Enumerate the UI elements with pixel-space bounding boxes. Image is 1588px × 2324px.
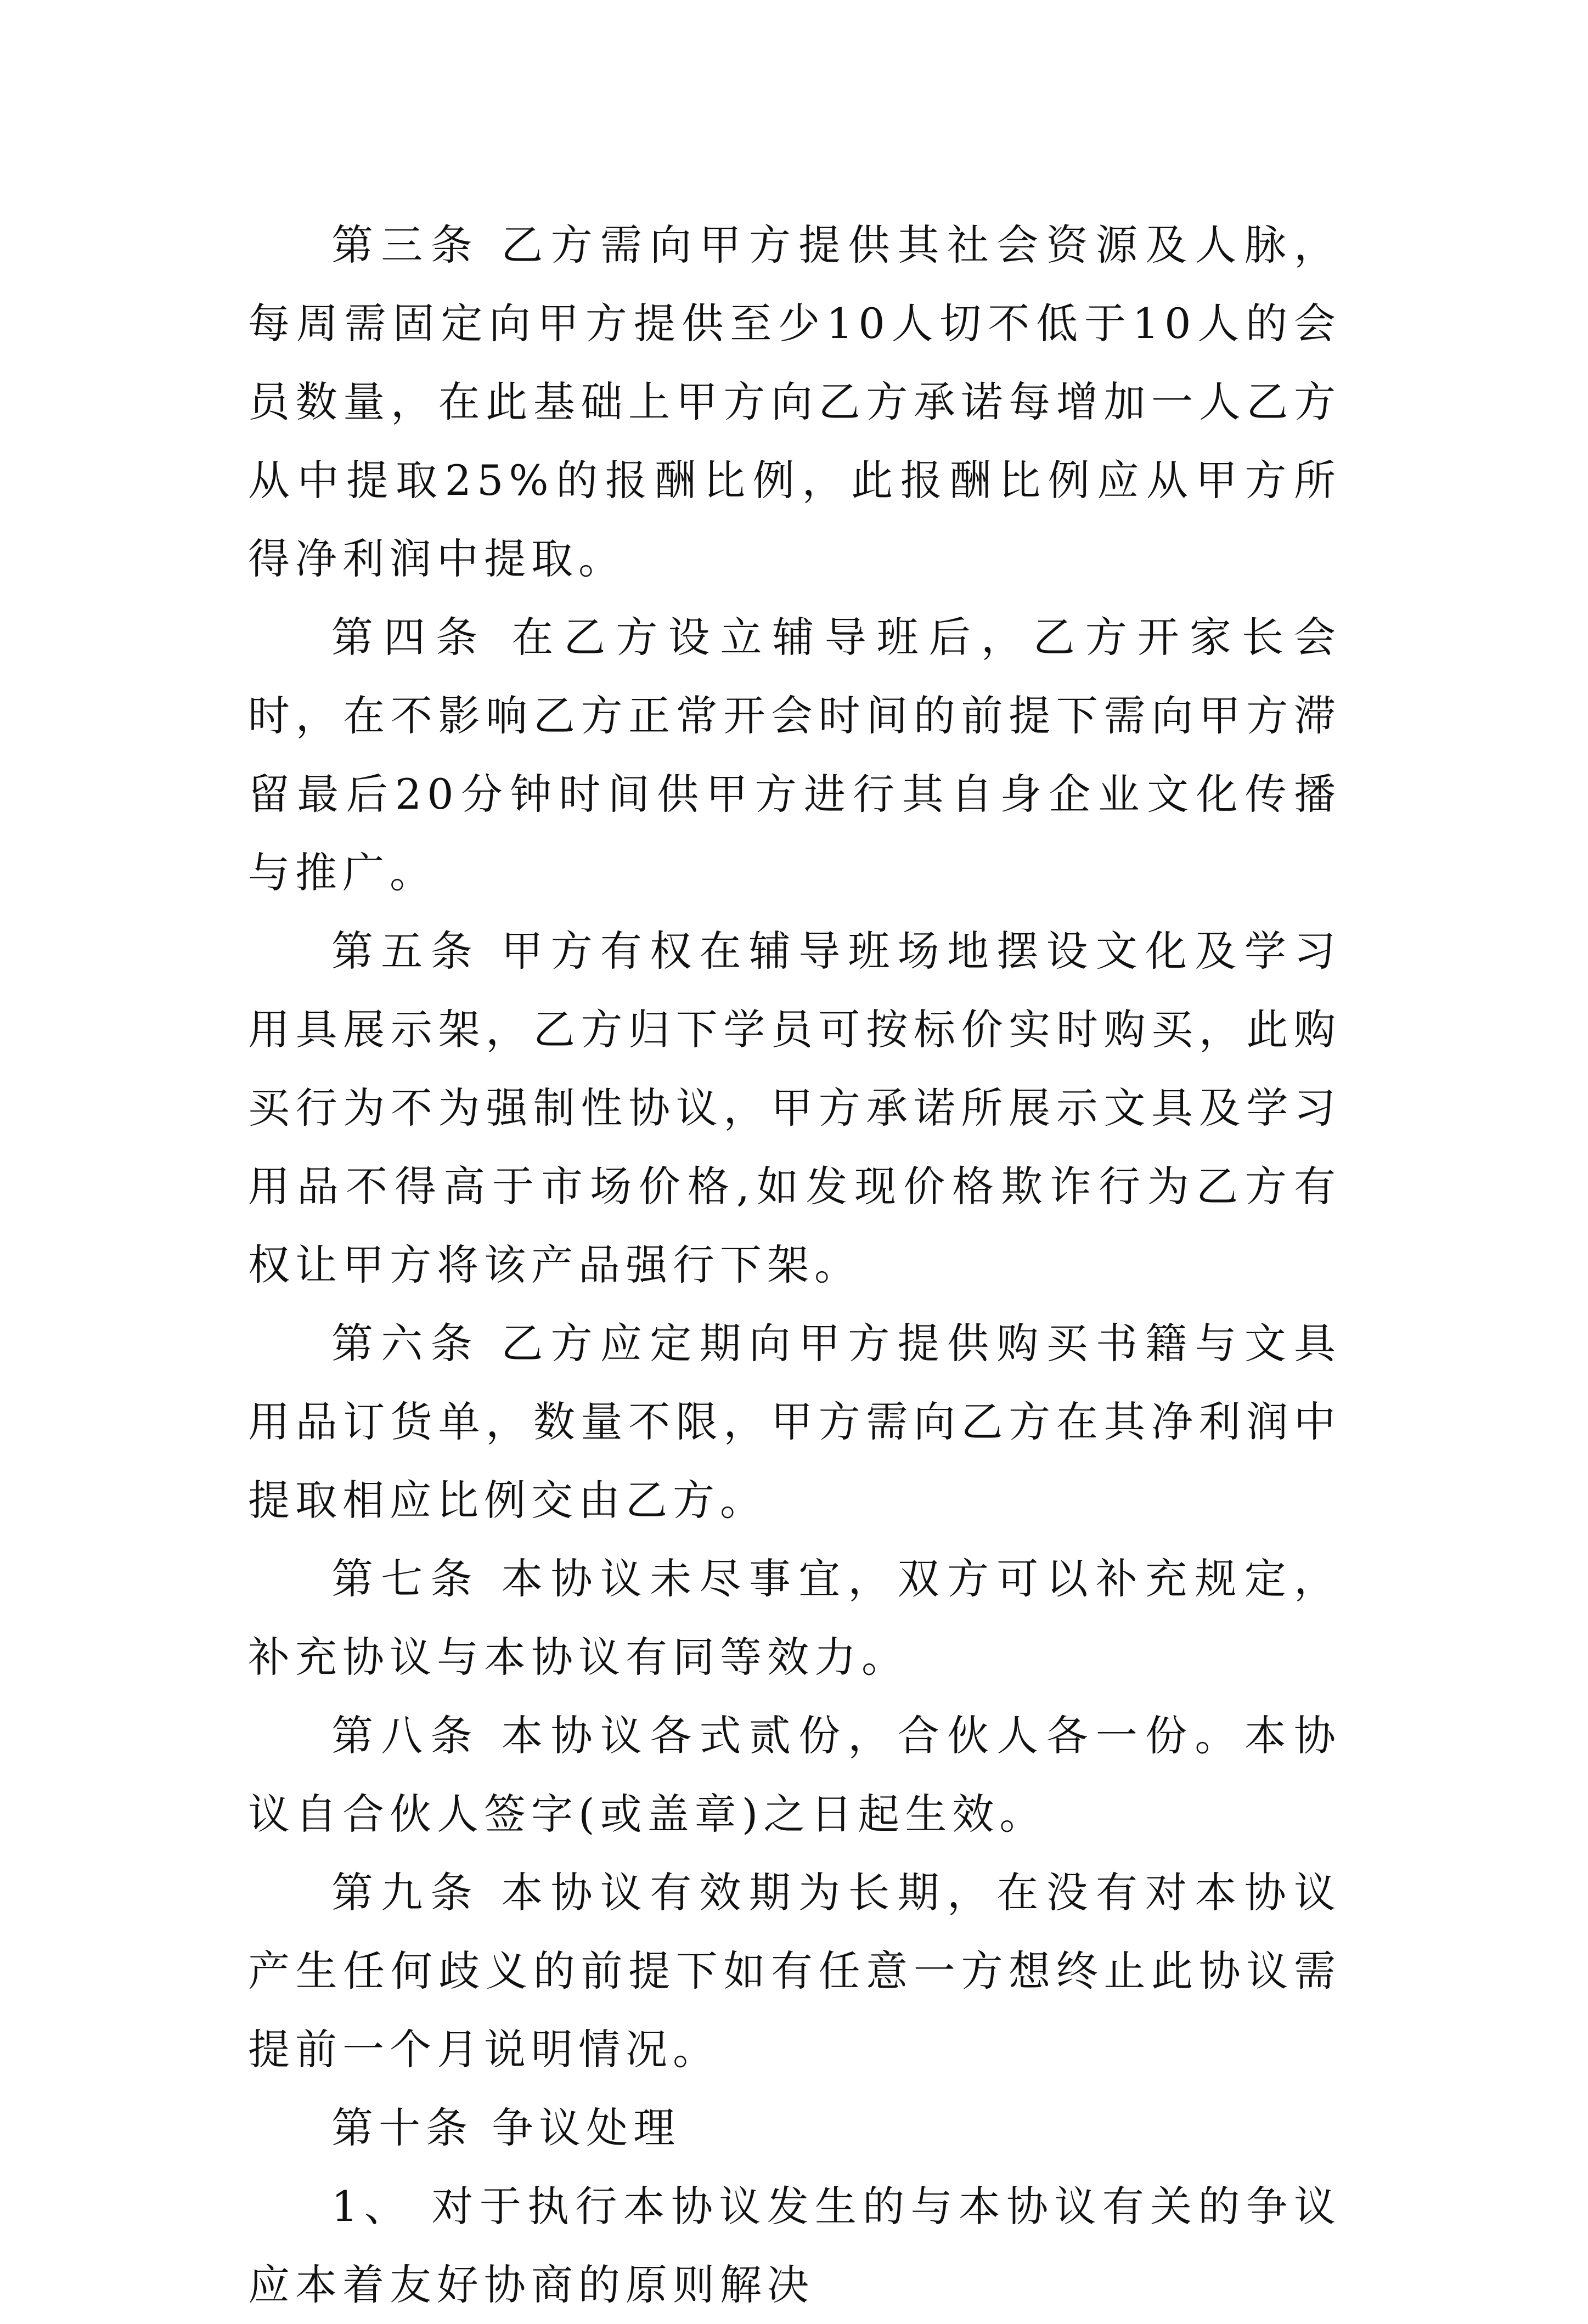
article-8-paragraph: 第八条 本协议各式贰份，合伙人各一份。本协议自合伙人签字(或盖章)之日起生效。 xyxy=(248,1711,1341,1838)
article-7-paragraph: 第七条 本协议未尽事宜，双方可以补充规定，补充协议与本协议有同等效力。 xyxy=(248,1554,1341,1682)
article-4-paragraph: 第四条 在乙方设立辅导班后，乙方开家长会时，在不影响乙方正常开会时间的前提下需向甲方滞留最后20分钟时间供甲方进行其自身企业文化传播与推广。 xyxy=(248,613,1341,897)
dispute-clause-1: 1、 对于执行本协议发生的与本协议有关的争议应本着友好协商的原则解决 xyxy=(248,2182,1341,2309)
article-3-paragraph: 第三条 乙方需向甲方提供其社会资源及人脉，每周需固定向甲方提供至少10人切不低于10人的会员数量，在此基础上甲方向乙方承诺每增加一人乙方从中提取25%的报酬比例，此报酬比例应从甲方所得净利润中提取。 xyxy=(248,221,1341,583)
document-body xyxy=(248,206,1341,2324)
article-9-paragraph: 第九条 本协议有效期为长期，在没有对本协议产生任何歧义的前提下如有任意一方想终止此协议需提前一个月说明情况。 xyxy=(248,1868,1341,2074)
article-10-heading: 第十条 争议处理 xyxy=(331,2103,681,2152)
article-5-paragraph: 第五条 甲方有权在辅导班场地摆设文化及学习用具展示架，乙方归下学员可按标价实时购买，此购买行为不为强制性协议，甲方承诺所展示文具及学习用品不得高于市场价格,如发现价格欺诈行为乙方有权让甲方将该产品强行下架。 xyxy=(248,927,1341,1289)
article-6-paragraph: 第六条 乙方应定期向甲方提供购买书籍与文具用品订货单，数量不限，甲方需向乙方在其净利润中提取相应比例交由乙方。 xyxy=(248,1319,1341,1525)
